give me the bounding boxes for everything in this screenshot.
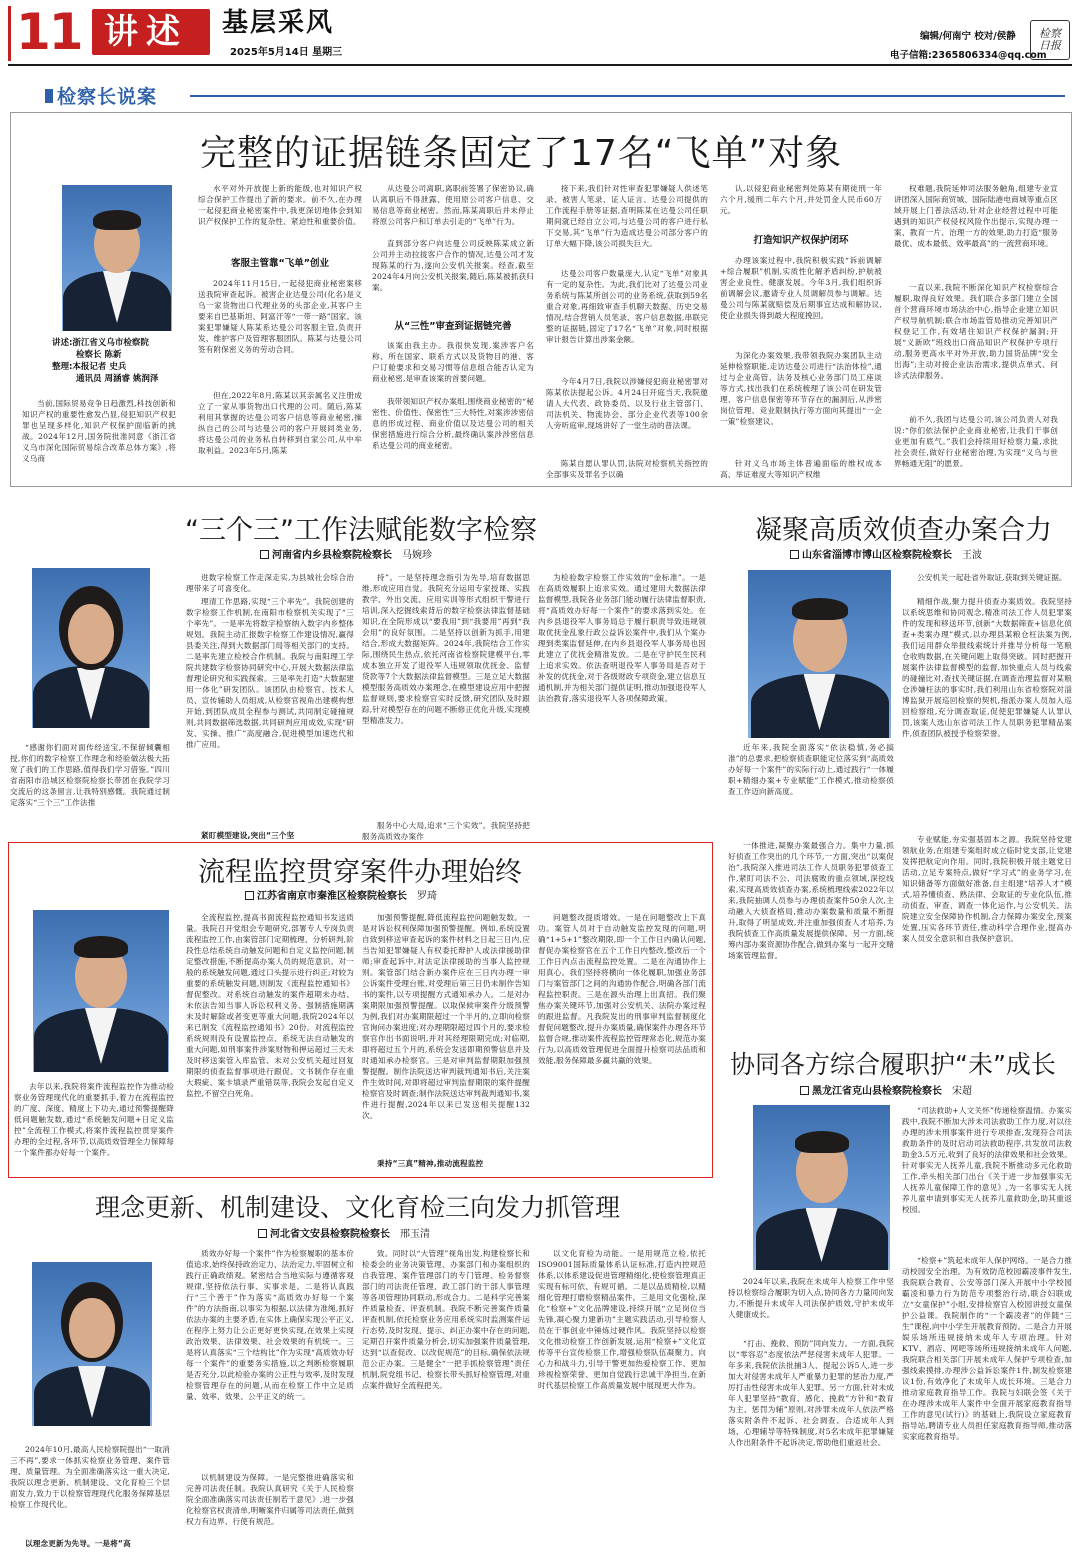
article1-col3b: 直到部分客户向达曼公司反映陈某成立新公司并主动拉拢客户合作的情况,达曼公司才发现陈某的行为,遂向公安机关报案。经查,截至2024年4月向公安机关报案,随后,陈某被抓获归案。 [372, 239, 534, 292]
article6-colB: 致。同时以“大管理”视角出发,构建检察长和检委会的业务决策管理、办案部门和办案组织的自我管理、案件管理部门的专门管理、检务督察部门的司法责任管理、政工部门的干部人事管理等各项管理协同联动,形成合力。二是科学完善案件质量检查、评查机制。我院不断完善案件质量评查机制,依托检察业务应用系统实时监测案件运行态势,及时发现、提示、纠正办案中存在的问题,定期召开案件质量分析会,切实加强案件质量管理,达到“以查促改、以改促规范”的目标,确保依法规范公正办案。三是健全“一把手抓检察管理”责任机制,院党组书记、检察长带头抓好检察管理,对重点案件做好全流程把关。 [362, 1249, 530, 1390]
byline-box-icon [790, 550, 799, 559]
byline-box-icon [258, 1229, 267, 1238]
article5-colA: “司法救助+人文关怀”传递检察温情。办案实践中,我院不断加大涉未司法救助工作力度,对以往办理的涉未刑事案件进行专项排查,发现符合司法救助条件的及时启动司法救助程序,共发放司法救助金3.5万元,收到了良好的法律效果和社会效果。针对事实无人抚养儿童,我院不断推动多元化救助工作,牵头相关部门出台《关于进一步加强事实无人抚养儿童保障工作的意见》,为一名事实无人抚养儿童申请到事实无人抚养儿童救助金,助其重返校园。 [902, 1106, 1072, 1214]
column-tag-rule [190, 95, 1065, 97]
email-line: 电子信箱:2365806334@qq.com [890, 50, 1047, 61]
article2-author: 马婉珍 [402, 550, 432, 561]
article6-author-photo [32, 1262, 152, 1426]
article1-sub3: 打造知识产权保护闭环 [753, 235, 849, 246]
article6-quote: 2024年10月,最高人民检察院提出“一取消三不再”,要求一体抓实检察业务管理、案件管理、质量管理。为全面准确落实这一重大决定,我院以理念更新、机制建设、文化育检三个层面发力,致力于以检察管理现代化服务保障基层检察工作现代化。 [10, 1445, 170, 1509]
article4-author-photo [748, 570, 891, 738]
article1-col2: 水平对外开放提上新的能级,也对知识产权综合保护工作提出了新的要求。前不久,在办理一起侵犯商业秘密案件中,我更深切地体会到知识产权保护工作的复杂性、紧迫性和重要价值。 [198, 184, 362, 226]
article5-colB: “打击、挽救、预防”同向发力。一方面,我院以“零容忍”态度依法严惩侵害未成年人犯罪。一年多来,我院依法批捕3人、提起公诉5人,进一步加大对侵害未成年人严重暴力犯罪的惩治力度,严厉打击性侵害未成年人犯罪。另一方面,针对未成年人犯罪坚持“教育、感化、挽救”方针和“教育为主、惩罚为辅”原则,对涉罪未成年人依法严格落实附条件不起诉、社会调查、合适成年人到场、心理辅导等特殊制度,对5名未成年犯罪嫌疑人作出附条件不起诉决定,帮助他们重返社会。 [728, 1339, 894, 1447]
article2-colC: 为检验数字检察工作实效的“金标准”。一是在高质效履职上追求实效。通过建用大数据法律监督模型,我院各业务部门能动履行法律监督职责,将“高质效办好每一个案件”的要求落到实处。在内乡县退役军人事务局总于履行职责导致违规领取优抚金乱象行政公益诉讼案件中,我们从个案办理到类案监督延伸,在内乡县退役军人事务局也因此建立了优抚金精准发放。二是在守护民生民利上追求实效。依法查明退役军人事务局是否对于补发的优抚金,对于各级财政专项资金,建立信息互通机制,并为相关部门提供证明,推动加强退役军人法治教育,落实退役军人各项保障政策。 [538, 573, 706, 703]
article6-title: 理念更新、机制建设、文化育检三向发力抓管理 [95, 1193, 621, 1222]
article4-colB: 一体推进,凝聚办案最强合力。集中力量,抓好侦查工作突出的几个环节,一方面,突出“以案促治”,我院深入推进司法工作人员职务犯罪侦查工作,紧盯司法不公、司法腐败的重点领域,深挖线索,实现高质效侦查办案,系统梳理线索2022年以来,我院抽调人员参与办理侦查案件50余人次,主动融入大侦查格局,推动办案数量和质量不断提升,取得了明显成效,并注重加强侦查人才培养,为我院侦查工作高质量发展提供保障。另一方面,统筹内部办案资源协作配合,做到办案与一起开交赌场案管理监督。 [728, 841, 894, 960]
article3-colC: 问题整改提质增效。一是在问题整改上下真功。案管人员对于自动触发监控发现的问题,明确“1+5+1”整改期限,即一个工作日内确认问题,督促办案检察官在五个工作日内整改,整改后一个工作日内点击流程监控处置。二是在沟通协作上用真心。我们坚持将横向一体化履职,加强业务部门与案管部门之间的沟通协作配合,明确各部门流程监控职责。三是在源头治理上出真招。我们聚焦办案关键环节,加强对公安机关、法院办案过程的跟进监督。凡我院发出的刑事审判监督制度化督促问题整改,提升办案质量,确保案件办理各环节监督合规,推动案件流程监控管理常态化,规范办案行为,以高质效管理促进全面提升检察司法品质和效能,服务保障最多赢共赢的效果。 [538, 913, 706, 1065]
caption-line: 检察长 陈新 [76, 350, 122, 360]
byline-box-icon [800, 1086, 809, 1095]
photo-hair [792, 598, 848, 620]
editor-credit: 编辑/何南宁 校对/侯静 [920, 31, 1016, 42]
photo-hair [74, 936, 128, 958]
page-number: 11 [16, 3, 82, 61]
article6-byline-text: 河北省文安县检察院检察长 [270, 1229, 390, 1240]
article3-intro: 去年以来,我院将案件流程监控作为推动检察业务管理现代化的重要抓手,着力在流程监控的广度、深度、精度上下功夫,通过预警提醒降低问题触发数,通过“系统触发问题+日定义监控”全流程工作模式,将案件流程监控贯穿案件办理的全过程,各环节,以高质效管理全力保障每一个案件都办好每一个案件。 [14, 1082, 174, 1157]
article6-author: 邢玉清 [400, 1229, 430, 1240]
article3-colB: 加强预警提醒,降低流程监控问题触发数。一是对诉讼权利保障加强预警提醒。例如,系统设置自致到移送审查起诉的案件材料之日起三日内,应当告知犯罪嫌疑人有权委托辩护人或法律援助律师;审查起诉中,对法定法律援助的当事人监控规则。案管部门结合新办案件应在三日内办理一审公诉案件受理台账,对受理后第三日仍未制作告知书的案件,以专项提醒方式通知承办人。二是对办案期限加强预警提醒。以取保候审案件分级预警为例,我们对办案期限超过一个半月的,立即向检察官询问办案进度;对办理期限超过四个月的,要求检察官作出书面说明,并对其经理限期完成;对临期,即将超过五个月的,系统会发送即期预警信息并及时通知承办检察官。三是对审判监督期限加强预警提醒。制作法院送达审判裁判通知书后,关注案件生效时间,对即将超过审判监督期限的案件提醒检察官及时调查;制作法院送达审判裁判通知书,案件进行提醒,2024年以来已发送相关提醒132次。 [362, 913, 530, 1120]
issue-date: 2025年5月14日 星期三 [230, 47, 343, 58]
article1-col4d: 陈某自愿认罪认罚,法院对检察机关指控的全部事实及罪名予以确 [546, 459, 708, 479]
article3-byline-text: 江苏省南京市秦淮区检察院检察长 [257, 891, 407, 902]
article2-title: “三个三”工作法赋能数字检察 [185, 515, 537, 546]
column-name: 基层采风 [222, 8, 335, 38]
article1-caption [52, 337, 158, 385]
article5-byline-text: 黑龙江省克山县检察院检察长 [812, 1086, 942, 1097]
masthead-rule [8, 64, 1072, 66]
article4-colA1: 精细作战,聚力提升侦查办案质效。我院坚持以系统思维和协同观念,精准司法工作人员犯罪案件的发现和移送环节,创新“大数据筛查+信息化侦查+类案办理”模式,以办理县某粮仓枉法案为例,我们运用群众举报线索统计并推导分析每一笔粮仓收购数据,在关键问题上取得突破。同时把握开展案件法律监督模型的监督,加快重点人员与线索的碰撞比对,查找关键证据,在调查治理监督对某粮仓涉嫌枉法的事实时,我们利用山东省检察院对淄博监狱开展巡回检察的契机,指派办案人员加入巡回检察组,充分调查取证,促使犯罪嫌疑人认罪认罚,该案人选山东省司法工作人员职务犯罪精品案件,侦查团队被授予检察荣誉。 [902, 597, 1072, 738]
article3-author: 罗琦 [417, 891, 437, 902]
caption-line: 通讯员 周涵睿 姚润泽 [76, 374, 159, 384]
article2-colB1: 服务中心大局,追求“三个实效”。我院坚持把服务高质效办案作 [362, 821, 530, 841]
article5-author-photo [753, 1105, 890, 1270]
article1-col6b: 一直以来,我院不断深化知识产权检察综合履职,取得良好效果。我们联合多部门建立全国首个营商环境市场法治中心,指导企业建立知识产权导航机制;联合市场监管局推动完善知识产权登记工作,有效堵住知识产权保护漏洞;开展“义新欧”班线出口商品知识产权保护专项行动,服务更高水平对外开放,助力国货品牌“安全出海”;主动对接企业法治需求,提供点单式、问诊式法律服务。 [894, 283, 1058, 380]
article4-colA2: 专业赋能,夯实强基固本之源。我院坚持党建领航业务,在组建专案组时成立临时党支部,让党建发挥把航定向作用。同时,我院积极开展主题党日活动,立足专案特点,做好“学习式”的业务学习,在知识储备等方面做好准备,自主组建“培养人才”模式,培养懂侦查、熟法律、会取证的专业化队伍,推动侦查、审查、调查一体化运作,与公安机关、法院建立安全保障协作机制,合力保障办案安全,预案处置,压实各环节责任,推动科学合理作业,提高办案人员安全意识和自我保护意识。 [902, 835, 1072, 943]
article1-col2c: 但在,2022年8月,陈某以其亲属名义注册成立了一家从事货物出口代理的公司。随后,陈某利用其掌握的达曼公司客户信息等商业秘密,操纵自己的公司与达曼公司的客户开展同类业务,将达曼公司的业务私自转移到自家公司,从中牟取利益。2023年5月,陈某 [198, 391, 362, 455]
photo-hair [93, 210, 141, 230]
article1-author-photo [62, 185, 172, 331]
byline-box-icon [260, 550, 269, 559]
article1-col6c: 前不久,我团与达曼公司,该公司负责人对我说:“你们依法保护企业商业秘密,让我们干事创业更加有底气。”我们会持续用好检察力量,求批社会责任,做好行业秘密治理,为实现“义乌与世界畅通无阻”的愿景。 [894, 415, 1058, 468]
article1-col4: 接下来,我们针对性审查犯罪嫌疑人供述笔录、被害人笔录、证人证言、达曼公司提供的工作流程手册等证据,查明陈某在达曼公司任职期间就已经自立公司,与达曼公司的客户进行私下交易,其“飞单”行为造成达曼公司部分客户的订单大幅下降,该公司损失巨大。 [546, 184, 708, 248]
article6-byline [258, 1225, 430, 1240]
article5-title: 协同各方综合履职护“未”成长 [730, 1050, 1056, 1079]
tag-marker-icon [45, 89, 53, 103]
photo-head [68, 604, 114, 664]
article1-col5d: 针对义乌市场主体普遍面临的维权成本高、举证难度大等知识产权维 [720, 459, 882, 479]
article2-byline-text: 河南省内乡县检察院检察长 [272, 550, 392, 561]
masthead-top-bar [8, 6, 11, 61]
article5-byline [800, 1082, 972, 1097]
article3-colB1: 秉持“三真”精神,推动流程监控 [377, 1159, 484, 1168]
photo-head [69, 1298, 115, 1358]
article4-byline-text: 山东省淄博市博山区检察院检察长 [802, 550, 952, 561]
article1-col3: 从达曼公司离职,离职前签署了保密协议,确认离职后不得泄露、使用原公司客户信息、交易信息等商业秘密。然而,陈某离职后并未停止将原公司客户和订单去引走的“飞单”行为。 [372, 184, 534, 226]
article1-col5c: 为深化办案效果,我带领我院办案团队主动延伸检察职能,走访达曼公司进行“法治体检”,通过与企业高管、法务及核心业务部门员工座谈等方式,找出我们在系统梳理了该公司在研发管理、客户信息保密等环节存在的漏洞后,从涉密岗位管理、竞业限制执行等方面向其提出“一企一策”检察建议。 [720, 351, 882, 426]
article1-sub1: 客服主管靠“飞单”创业 [231, 258, 329, 269]
article1-col3c: 该案由我主办。我很快发现,案涉客户名称、所在国家、联系方式以及货物目的港、客户订舱要求和交易习惯等信息组合能否认定为商业秘密,是审查该案的首要问题。 [372, 341, 534, 383]
article4-colA: 公安机关一起赴省外取证,获取到关键证据。 [917, 573, 1067, 582]
article3-author-photo [33, 910, 169, 1072]
article6-sub: 以理念更新为先导。一是将“高 [25, 1539, 131, 1548]
article1-col6: 权难题,我院延伸司法服务触角,组建专业宣讲团深入国际商贸城、国际陆港电商城等重点区域开展上门普法活动,针对企业经营过程中可能遇到的知识产权侵权风险作出提示,实现办理一案、教育一片、治理一方的效果,助力打造“服务最优、成本最低、效率最高”的一流营商环境。 [894, 184, 1058, 248]
photo-hair [795, 1131, 849, 1153]
section-title: 讲述 [104, 12, 188, 52]
article1-intro: 当前,国际贸易竞争日趋激烈,科技创新和知识产权的重要性愈发凸显,侵犯知识产权犯罪也呈现多样化,知识产权保护面临新的挑战。2024年12月,国务院批准同意《浙江省义乌市深化国际贸易综合改革总体方案》,将义乌商 [22, 399, 176, 463]
column-tag [45, 82, 157, 109]
article2-colB: 持”。一是坚持理念指引为先导,培育数据思维,形成应用自觉。我院充分运用专家授课、实践教学、外出交流、应用实训等形式组织干警进行培训,深入挖掘线索背后的数字检察法律监督基础知识,在全院形成以“要我用”到“我要用”再到“我会用”的良好氛围。二是坚持以创新为抓手,用建结合,形成大数据矩阵。2024年,我院结合工作实际,围绕民生热点,依托河南省检察院建模平台,零成本独立开发了退役军人违规领取优抚金、监督贷款等7个大数据法律监督模型。三是立足大数据模型服务高质效办案理念,在模型建设应用中把握监督规则,要求检察官实时反馈,研究团队及时跟踪,针对模型存在的问题不断修正优化升级,实现模型精准发力。 [362, 573, 530, 725]
article1-col4c: 今年4月7日,我院以涉嫌侵犯商业秘密罪对陈某依法提起公诉。4月24日开庭当天,我院邀请人大代表、政协委员、以及行业主管部门、司法机关、物流协会、部分企业代表等100余人旁听庭审,现场讲好了一堂生动的普法课。 [546, 377, 708, 430]
article6-colA: 质效办好每一个案件”作为检察履职的基本价值追求,始终保持政治定力、法治定力,牢固树立和践行正确政绩观。紧密结合当地实际与遵循客观规律,坚持依法行事、实事求是。二是将认真践行“三个善于”作为落实“高质效办好每一个案件”的方法指南,以事实为根据,以法律为准绳,抓好依法办案的主要矛盾,在实体上确保实现公平正义,在程序上努力让公正更好更快实现,在效果上实现政治效果、法律效果、社会效果的有机统一。三是将认真落实“三个结构比”作为实现“高质效办好每一个案件”的重要务实措施,以之判断检察履职是否充分,以此检验办案的公正性与效率,及时发现检察管理存在的问题,从而在检察工作中立足质量、效率、效果、公平正义的统一。 [186, 1249, 354, 1401]
article4-title: 凝聚高质效侦查办案合力 [755, 515, 1052, 546]
article2-colA1: 理清工作思路,实现“三个率先”。我院创建的数字检察工作机制,在南阳市检察机关实现了“三个率先”。一是率先将数字检察纳入数字内乡整体规划。我院主动汇报数字检察工作建设情况,赢得县委关注,得到大数据部门局等相关部门的支持。二是率先建立检校合作机制。我院与南阳理工学院共建数字检察协同研究中心,开展大数据法律监督理论研究和实践探索。三是率先打造“大数据建用一体化”研发团队。该团队由检察官、技术人员、宣传辅助人员组成,从检察官视角出建模构想开始,到团队成员全程参与测试,共同制定碰撞规则,共同数据筛选数据,共同研判应用成效,实现“研发、实操、推广”高度融合,促进模型加速迭代和推广应用。 [186, 597, 354, 749]
article2-colA: 进数字检察工作走深走实,为县城社会综合治理带来了可喜变化。 [186, 573, 354, 593]
article2-author-photo [32, 568, 150, 728]
article5-author: 宋超 [952, 1086, 972, 1097]
article1-col3d: 我带领知识产权办案组,围绕商业秘密的“秘密性、价值性、保密性”三大特性,对案涉涉密信息的形成过程、商业价值以及达曼公司的相关保密措施进行综合分析,最终确认案涉涉密信息系达曼公司的商业秘密。 [372, 397, 534, 450]
article3-title: 流程监控贯穿案件办理始终 [198, 857, 522, 888]
article2-byline [260, 546, 432, 561]
article4-quote: 近年来,我院全面落实“依法稳慎,务必搞准”的总要求,把检察侦查职能定位落实到“高质效办好每一个案件”的实际行动上,通过践行“一体履职+精细办案+专业赋能”工作模式,推动检察侦查工作迈向新高度。 [728, 743, 894, 796]
article1-sub2: 从“三性”审查到证据链完善 [394, 321, 512, 332]
article5-quote: 2024年以来,我院在未成年人检察工作中坚持以检察综合履职为切入点,协同各方力量同向发力,不断提升未成年人司法保护质效,守护未成年人健康成长。 [728, 1277, 894, 1319]
article3-colA: 全流程监控,提高书面流程监控通知书发送质量。我院召开党组会专题研究,部署专人专岗负责流程监控工作,由案管部门定期梳理、分析研判,阶段性总结系统自动触发问题和自定义监控问题,制定整改措施,不断提高办案人员的规范意识。对一般的系统触发问题,通过口头提示进行纠正;对较为重要的系统触发问题,则制发《流程监控通知书》督促整改。对系统自动触发的案件超期未办结、未依法告知当事人诉讼权利义务、强制措施期满未及时解除或者变更等重大问题,我院2024年以来已制发《流程监控通知书》20份。对流程监控系统规则没有设置监控点、系统无法自动触发的重大问题,如刑事案件涉案财物和押运超过三天未及时移送案管入库监管、未对公安机关超过回复期限的侦查监督事项进行跟促、文书制作存在重大瑕疵、案卡填录严重错误等,我院会发起自定义监控,不留空白死角。 [186, 913, 354, 1098]
article4-author: 王波 [962, 550, 982, 561]
column-tag-label: 检察长说案 [57, 86, 158, 108]
article4-byline [790, 546, 982, 561]
article3-byline [245, 887, 437, 902]
article2-quote: “感谢你们面对面传经送宝,不保留倾囊相授,你们的数字检察工作理念和经验做法极大拓宽了我们的工作思路,值得我们学习借鉴。”四川省南阳市沿城区检察院检察长带团在我院学习交流后的这条留言,让我特别感慨。我院通过制定落实“三个三”工作法推 [10, 743, 170, 807]
article2-colA2: 紧盯模型建设,突出“三个坚 [201, 831, 295, 840]
article6-colA1: 以机制建设为保障。一是完整推进确落实和完善司法责任制。我院认真研究《关于人民检察院全面准确落实司法责任制若干意见》,进一步强化检察官权责清单,明晰案件归属等司法责任,做到权力有边界、行使有规范。 [186, 1473, 354, 1526]
paper-logo [1030, 20, 1070, 60]
article1-col4b: 达曼公司客户数量庞大,认定“飞单”对象具有一定的复杂性。为此,我们比对了达曼公司业务系统与陈某所创公司的业务系统,获取到59名重合对象,再细致审查手机聊天数据、历史交易情况,结合营销人员笔录、客户信息数据,串联完整的证据链,固定了17名“飞单”对象,同时根据审计报告计算出涉案金额。 [546, 269, 708, 344]
byline-box-icon [245, 891, 254, 900]
paper-logo-text: 检察日报 [1039, 27, 1061, 52]
article1-col5b: 办理该案过程中,我院积极实践“诉前调解+综合履职”机制,实质性化解矛盾纠纷,护航被害企业良性、健康发展。今年3月,我们组织诉前调解会议,邀请专业人员调解员参与调解。达曼公司与陈某就赔偿及后期事宜达成和解协议,使企业损失得到最大程度挽回。 [720, 256, 882, 320]
article1-title: 完整的证据链条固定了17名“飞单”对象 [200, 133, 843, 174]
article6-colC: 以文化育检为动能。一是用规范立检,依托ISO9001国际质量体系认证标准,打造内控规范体系,以体系建设促进管理精细化,使检察管理真正实现有标可依、有规可循。二是以品质精检,以精细化管理打磨检察精品案件。三是用文化强检,深化“检察+”文化品牌建设,持续开展“立足岗位当先锋,凝心聚力建新功”主题实践活动,引导检察人员在干事创业中锤炼过硬作风。我院坚持以检察文化推动检察工作创新发展,运用“检察+”文化宣传等平台宣传检察工作,增强检察队伍凝聚力、向心力和战斗力,引导干警更加热爱检察工作、更加珍视检察荣誉、更加自觉践行忠诚干净担当,在新时代基层检察工作高质量发展中展现更大作为。 [538, 1249, 706, 1390]
article5-colA1: “检察+”筑起未成年人保护网络。一是合力推动校园安全治理。为有效防范校园霸凌事件发生,我院联合教育、公安等部门深入开展中小学校园霸凌和暴力行为防范专项整治行动,联合妇联成立“女童保护”小组,安排检察官入校园讲授女童保护公益课。我院制作的“一个霸凌者”的伴随“三生”课程,向中小学生开展教育预防。二是合力开展娱乐场所违规接纳未成年人专项治理。针对KTV、酒店、网吧等场所违规接纳未成年人问题,我院联合相关部门开展未成年人保护专项检查,加强线索摸排,办理涉公益诉讼案件1件,制发检察建议1份,有效净化了未成年人成长环境。三是合力推动家庭教育指导工作。我院与妇联会签《关于在办理涉未成年人案件中全面开展家庭教育指导工作的意见(试行)》的基础上,我院设立家庭教育指导站,聘请专业人员担任家庭教育指导师,推动落实家庭教育指导。 [902, 1256, 1072, 1441]
article1-col2b: 2024年11月15日,一起侵犯商业秘密案移送我院审查起诉。被害企业达曼公司(化名)是义乌一家货物出口代理业务的头部企业,其客户主要来自巴基斯坦、阿富汗等“一带一路”国家。该案犯罪嫌疑人陈某系达曼公司客服主管,负责开发、维护客户及管理客服团队。陈某与达曼公司签有附保密义务的劳动合同。 [198, 279, 362, 354]
caption-line: 整理:本报记者 史兵 [52, 362, 127, 372]
caption-line: 讲述:浙江省义乌市检察院 [52, 338, 149, 348]
article1-col5: 认,以侵犯商业秘密判处陈某有期徒刑一年六个月,缓刑二年六个月,并处罚金人民币60万元。 [720, 184, 882, 215]
